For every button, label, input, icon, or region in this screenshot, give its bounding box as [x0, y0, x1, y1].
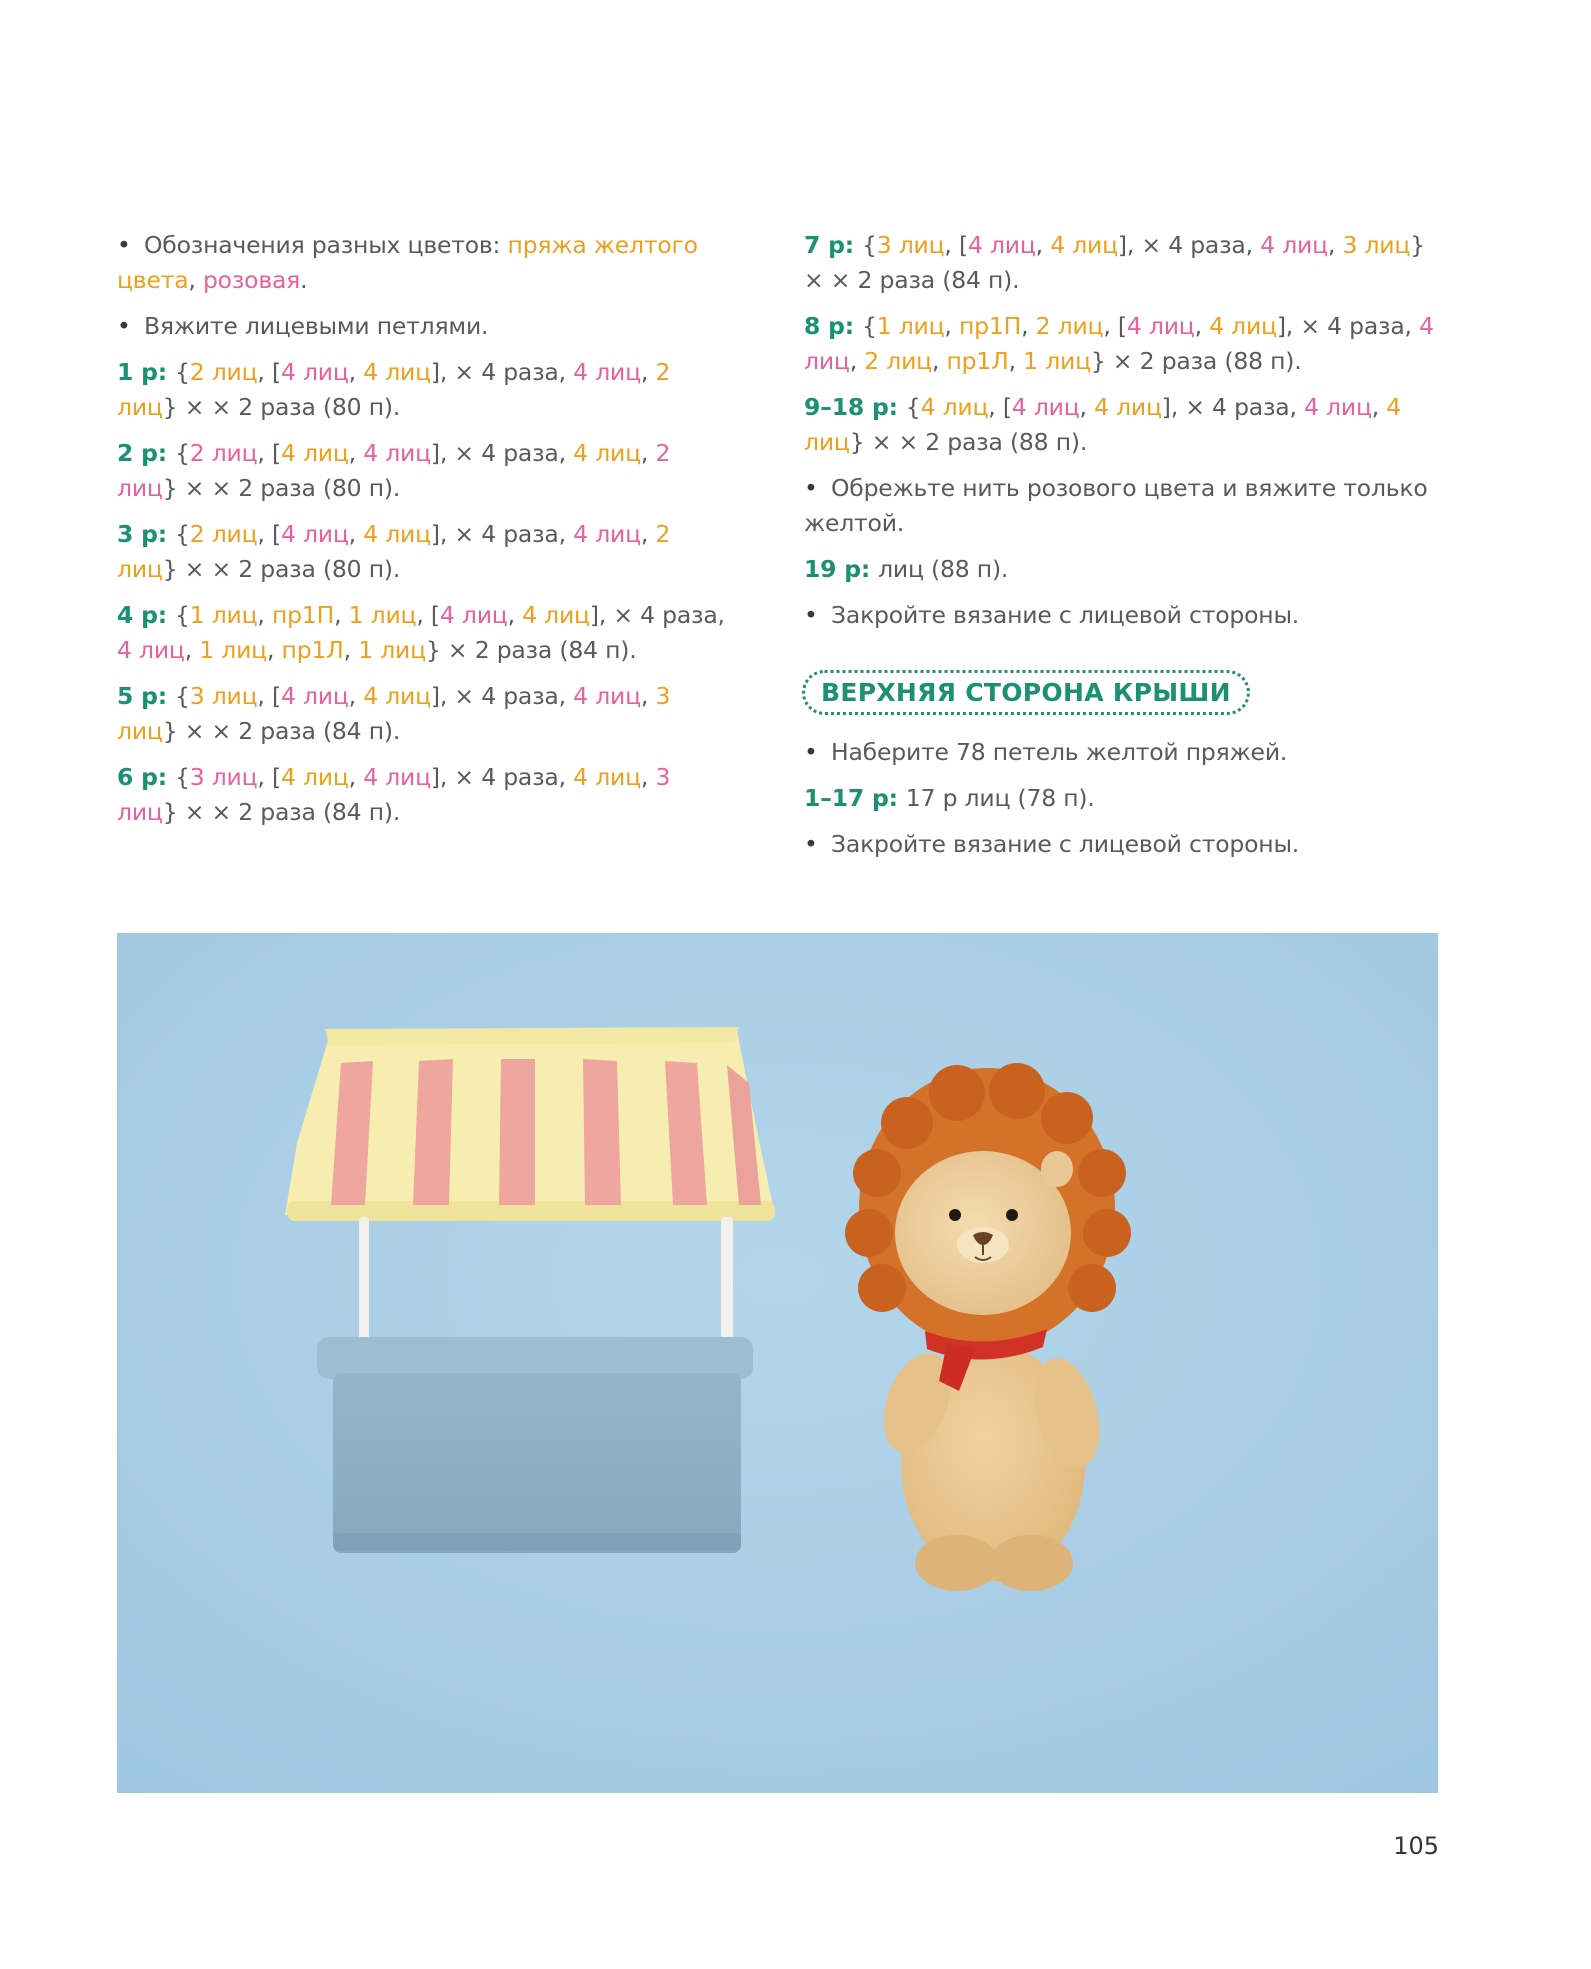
row-label: 1 р:	[117, 358, 175, 386]
instruction-text: , [	[988, 393, 1012, 421]
instruction-text: 3 лиц	[189, 763, 258, 791]
instruction-text: } × × 2 раза (84 п).	[162, 798, 401, 826]
instruction-text: пр1П	[271, 601, 335, 629]
instruction-text: ], × 4 раза,	[430, 439, 574, 467]
bullet-instruction	[804, 471, 1444, 541]
instruction-text: 2 лиц	[189, 520, 258, 548]
instruction-text: 4 лиц	[363, 763, 431, 791]
instruction-text: Вяжите лицевыми петлями.	[144, 312, 489, 340]
instruction-text: ,	[348, 439, 364, 467]
row-instruction	[804, 781, 1444, 816]
instruction-text: 3 лиц	[117, 682, 671, 745]
instruction-text: {	[174, 763, 190, 791]
instruction-text: 4 лиц	[1050, 231, 1118, 259]
instruction-text: 4 лиц	[967, 231, 1036, 259]
instruction-text: 1 лиц	[358, 636, 426, 664]
instruction-text: лиц (88 п).	[878, 555, 1009, 583]
instruction-text: розовая	[202, 266, 301, 294]
instruction-text: } × × 2 раза (84 п).	[804, 231, 1425, 294]
instruction-text: 4 лиц	[280, 763, 349, 791]
row-label: 4 р:	[117, 601, 175, 629]
instruction-text: 17 р лиц (78 п).	[905, 784, 1095, 812]
instruction-text: 4 лиц	[280, 439, 349, 467]
instruction-text: 4 лиц	[804, 393, 1402, 456]
instruction-text: {	[905, 393, 921, 421]
instruction-text: , [	[944, 231, 968, 259]
instruction-text: 4 лиц	[1209, 312, 1277, 340]
row-instruction	[117, 355, 737, 425]
instruction-text: } × × 2 раза (80 п).	[162, 393, 401, 421]
row-label: 2 р:	[117, 439, 175, 467]
instruction-text: ,	[640, 358, 656, 386]
instruction-text: ,	[1194, 312, 1210, 340]
instruction-text: 1 лиц	[876, 312, 945, 340]
instruction-text: Закройте вязание с лицевой стороны.	[831, 601, 1300, 629]
instruction-text: , [	[257, 763, 281, 791]
row-instruction	[117, 436, 737, 506]
row-label: 9–18 р:	[804, 393, 906, 421]
instruction-text: {	[174, 682, 190, 710]
instruction-text: 1 лиц	[1023, 347, 1091, 375]
section-heading: ВЕРХНЯЯ СТОРОНА КРЫШИ	[802, 670, 1250, 715]
instruction-text: , [	[257, 682, 281, 710]
instruction-text: 3 лиц	[1342, 231, 1411, 259]
bullet-instruction	[117, 309, 737, 344]
instruction-text: 2 лиц	[1035, 312, 1104, 340]
instruction-text: ,	[348, 682, 364, 710]
row-label: 19 р:	[804, 555, 879, 583]
instruction-text: 3 лиц	[117, 763, 671, 826]
instruction-text: } × 2 раза (84 п).	[425, 636, 637, 664]
bullet-instruction	[117, 228, 737, 298]
instruction-text: , [	[416, 601, 440, 629]
bullet-instruction	[804, 735, 1444, 770]
instruction-text: ], × 4 раза,	[589, 601, 725, 629]
instruction-text: пр1Л	[946, 347, 1009, 375]
instruction-text: 2 лиц	[117, 358, 671, 421]
instruction-text: ,	[348, 358, 364, 386]
instruction-text: 4 лиц	[1126, 312, 1195, 340]
instruction-text: 3 лиц	[876, 231, 945, 259]
row-instruction	[804, 552, 1444, 587]
instruction-text: ], × 4 раза,	[1161, 393, 1305, 421]
instruction-text: 2 лиц	[864, 347, 932, 375]
instruction-text: ], × 4 раза,	[1276, 312, 1420, 340]
instruction-text: ], × 4 раза,	[430, 358, 574, 386]
row-label: 8 р:	[804, 312, 862, 340]
instruction-text: ,	[640, 439, 656, 467]
instruction-text: 4 лиц	[573, 682, 641, 710]
instruction-text: 4 лиц	[573, 439, 641, 467]
instruction-text: 4 лиц	[1011, 393, 1080, 421]
instruction-text: Наберите 78 петель желтой пряжей.	[831, 738, 1288, 766]
instruction-text: 4 лиц	[363, 520, 431, 548]
instruction-text: } × 2 раза (88 п).	[1090, 347, 1302, 375]
instruction-text: } × × 2 раза (80 п).	[162, 474, 401, 502]
instruction-text: Обозначения разных цветов:	[144, 231, 508, 259]
instruction-text: {	[174, 601, 190, 629]
instruction-text: 4 лиц	[363, 682, 431, 710]
instruction-text: 4 лиц	[573, 763, 641, 791]
instruction-text: {	[174, 439, 190, 467]
instruction-text: ,	[188, 266, 203, 294]
instruction-text: 4 лиц	[1094, 393, 1162, 421]
row-instruction	[117, 598, 737, 668]
instruction-text: 1 лиц	[199, 636, 267, 664]
instruction-text: ,	[266, 636, 282, 664]
instruction-text: ,	[1327, 231, 1343, 259]
row-instruction	[804, 390, 1444, 460]
instruction-text: ,	[944, 312, 959, 340]
instruction-text: ,	[257, 601, 272, 629]
instruction-text: 4 лиц	[363, 439, 431, 467]
row-label: 7 р:	[804, 231, 862, 259]
instruction-text: 4 лиц	[1304, 393, 1372, 421]
instruction-text: ,	[931, 347, 947, 375]
instruction-text: ,	[348, 520, 364, 548]
instruction-text: ,	[343, 636, 359, 664]
bullet-instruction	[804, 827, 1444, 862]
row-label: 3 р:	[117, 520, 175, 548]
page-number: 105	[1393, 1832, 1439, 1860]
instruction-text: ,	[849, 347, 865, 375]
instruction-text: ], × 4 раза,	[1117, 231, 1261, 259]
instruction-text: ,	[1021, 312, 1036, 340]
instruction-text: 4 лиц	[573, 358, 641, 386]
instruction-text: {	[861, 312, 877, 340]
bullet-instruction	[804, 598, 1444, 633]
instruction-text: ,	[184, 636, 200, 664]
instruction-text: ,	[640, 763, 656, 791]
instruction-text: ], × 4 раза,	[430, 763, 574, 791]
instruction-text: 2 лиц	[189, 439, 258, 467]
instruction-text: ,	[334, 601, 349, 629]
instruction-text: 4 лиц	[363, 358, 431, 386]
instruction-text: 4 лиц	[280, 682, 349, 710]
instruction-text: 4 лиц	[1260, 231, 1328, 259]
instruction-text: } × × 2 раза (88 п).	[849, 428, 1088, 456]
instruction-text: ,	[1008, 347, 1024, 375]
instruction-text: ,	[1035, 231, 1051, 259]
row-label: 6 р:	[117, 763, 175, 791]
instruction-text: ,	[1371, 393, 1387, 421]
left-column	[117, 228, 737, 841]
instruction-text: 1 лиц	[189, 601, 258, 629]
instruction-text: ,	[348, 763, 364, 791]
instruction-text: , [	[257, 358, 281, 386]
instruction-text: 2 лиц	[189, 358, 258, 386]
instruction-text: } × × 2 раза (80 п).	[162, 555, 401, 583]
instruction-text: , [	[1103, 312, 1127, 340]
instruction-text: 4 лиц	[522, 601, 590, 629]
instruction-text: ], × 4 раза,	[430, 682, 574, 710]
instruction-text: пр1П	[958, 312, 1022, 340]
instruction-text: Обрежьте нить розового цвета и вяжите только желтой.	[804, 474, 1428, 537]
instruction-text: 4 лиц	[117, 636, 185, 664]
row-instruction	[117, 517, 737, 587]
instruction-text: {	[174, 520, 190, 548]
instruction-text: ,	[507, 601, 523, 629]
instruction-text: , [	[257, 439, 281, 467]
instruction-text: .	[300, 266, 308, 294]
instruction-text: 4 лиц	[280, 520, 349, 548]
instruction-text: ,	[640, 682, 656, 710]
instruction-text: 4 лиц	[920, 393, 989, 421]
instruction-text: 4 лиц	[439, 601, 508, 629]
instruction-text: ], × 4 раза,	[430, 520, 574, 548]
photo-background	[117, 933, 1438, 1793]
row-instruction	[117, 760, 737, 830]
right-column	[804, 228, 1444, 873]
instruction-text: , [	[257, 520, 281, 548]
instruction-text: Закройте вязание с лицевой стороны.	[831, 830, 1300, 858]
instruction-text: } × × 2 раза (84 п).	[162, 717, 401, 745]
instruction-text: 4 лиц	[280, 358, 349, 386]
instruction-text: ,	[1079, 393, 1095, 421]
row-label: 1–17 р:	[804, 784, 906, 812]
instruction-text: 1 лиц	[348, 601, 417, 629]
instruction-text: {	[861, 231, 877, 259]
instruction-text: 2 лиц	[117, 439, 671, 502]
instruction-text: 4 лиц	[804, 312, 1434, 375]
instruction-text: 4 лиц	[573, 520, 641, 548]
instruction-text: пряжа желтого цвета	[117, 231, 698, 294]
instruction-text: пр1Л	[281, 636, 344, 664]
row-instruction	[117, 679, 737, 749]
row-instruction	[804, 309, 1444, 379]
knitted-toys-photo	[117, 933, 1438, 1793]
instruction-text: {	[174, 358, 190, 386]
row-instruction	[804, 228, 1444, 298]
instruction-text: 3 лиц	[189, 682, 258, 710]
instruction-text: 2 лиц	[117, 520, 671, 583]
instruction-text: ,	[640, 520, 656, 548]
row-label: 5 р:	[117, 682, 175, 710]
